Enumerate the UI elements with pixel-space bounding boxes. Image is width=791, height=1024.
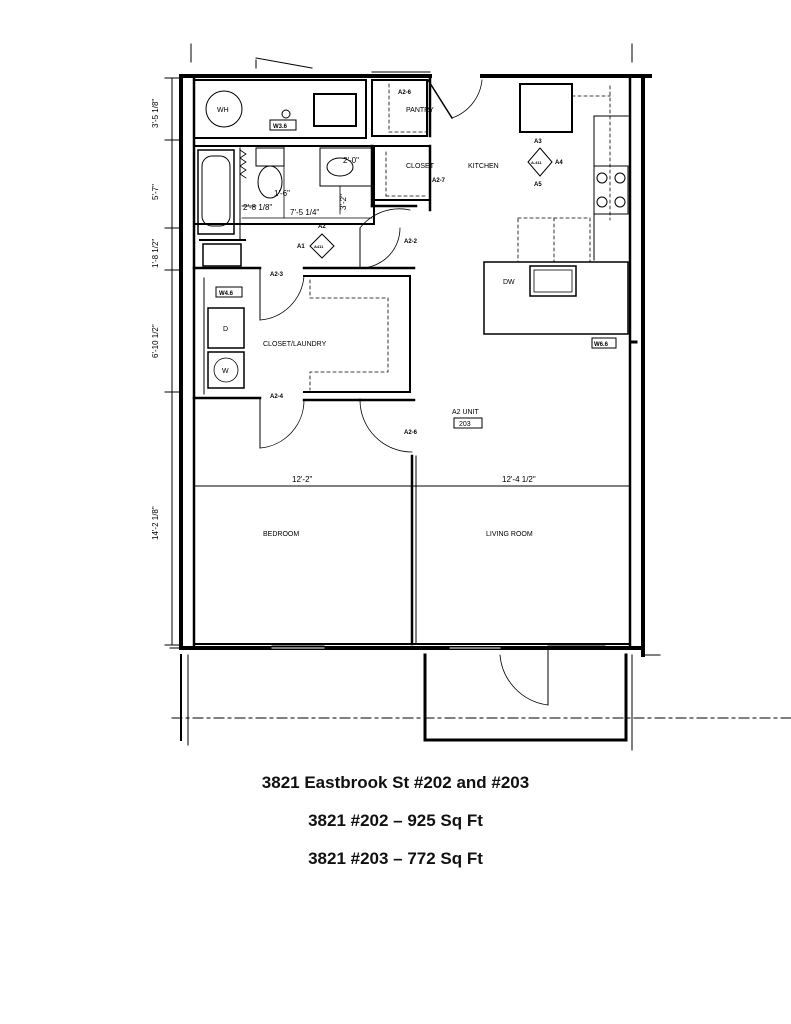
appliance-label-dryer: D <box>223 326 229 333</box>
dimension-bath-width: 7'-5 1/4" <box>290 208 320 217</box>
dimension-v3: 1'-8 1/2" <box>151 238 160 268</box>
dimension-sink-depth: 3'-2" <box>339 194 348 210</box>
appliance-label-washer: W <box>222 368 229 375</box>
door-tag-a2-4: A2-4 <box>270 394 284 400</box>
caption-unit-202-area: 3821 #202 – 925 Sq Ft <box>308 811 483 830</box>
window-tag-w3-6: W3.6 <box>273 124 288 130</box>
dimension-v5: 14'-2 1/8" <box>151 506 160 540</box>
marker-tag-a4: A4 <box>555 160 563 166</box>
dimension-living-width: 12'-4 1/2" <box>502 475 536 484</box>
marker-tag-a5: A5 <box>534 182 542 188</box>
room-label-bedroom: BEDROOM <box>263 531 300 538</box>
room-label-kitchen: KITCHEN <box>468 163 499 170</box>
room-label-closet: CLOSET <box>406 163 435 170</box>
dimension-bedroom-width: 12'-2" <box>292 475 313 484</box>
door-tag-a2-6-top: A2-6 <box>398 90 412 96</box>
dimension-v1: 3'-5 1/8" <box>151 98 160 128</box>
caption-address: 3821 Eastbrook St #202 and #203 <box>261 773 530 792</box>
door-tag-a2-6-mid: A2-6 <box>404 430 418 436</box>
room-label-living-room: LIVING ROOM <box>486 531 533 538</box>
marker-tag-a411-right: A-411 <box>531 160 542 165</box>
dimension-v4: 6'-10 1/2" <box>151 324 160 358</box>
unit-number: 203 <box>459 421 471 428</box>
caption-unit-203-area: 3821 #203 – 772 Sq Ft <box>308 849 483 868</box>
window-tag-w6-6: W6.6 <box>594 342 609 348</box>
caption-block <box>0 770 791 884</box>
room-label-dw: DW <box>503 279 515 286</box>
dimension-v2: 5'-7" <box>151 184 160 200</box>
marker-tag-a3: A3 <box>534 139 542 145</box>
room-label-closet-laundry: CLOSET/LAUNDRY <box>263 341 327 348</box>
window-tag-w4-6: W4.6 <box>219 291 234 297</box>
door-tag-a2-3: A2-3 <box>270 272 284 278</box>
door-tag-a2-7: A2-7 <box>432 178 446 184</box>
marker-tag-a411-left: A411 <box>314 244 324 249</box>
marker-tag-a2: A2 <box>318 224 326 230</box>
dimension-toilet: 1'-6" <box>274 189 290 198</box>
dimension-sink-width: 2'-0" <box>343 156 359 165</box>
room-label-wh: WH <box>217 107 229 114</box>
dimension-tub: 2'-8 1/8" <box>243 203 273 212</box>
unit-label: A2 UNIT <box>452 409 479 416</box>
door-tag-a2-2: A2-2 <box>404 239 418 245</box>
marker-tag-a1: A1 <box>297 244 305 250</box>
room-label-pantry: PANTRY <box>406 107 434 114</box>
